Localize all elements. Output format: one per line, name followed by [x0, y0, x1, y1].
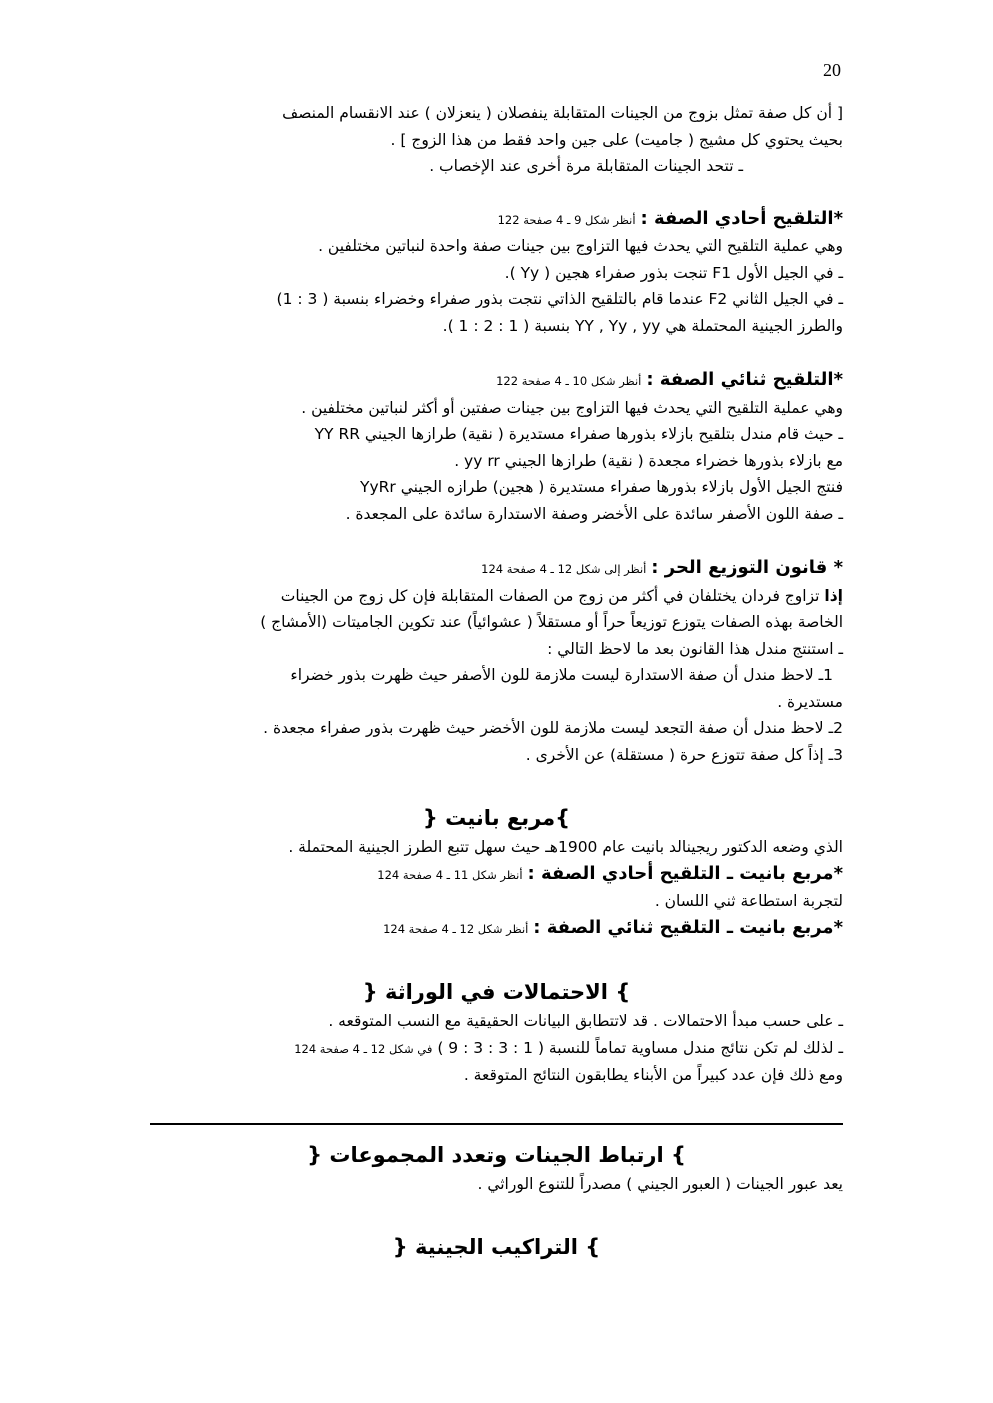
law-line-text: تزاوج فردان يختلفان في أكثر من زوج من الصفات المتقابلة فإن كل زوج من الجينات: [280, 586, 825, 605]
punnett-title: }مربع بانيت {: [422, 806, 571, 830]
mono-line: والطرز الجينية المحتملة هي YY , Yy , yy بنسبة ( 1 : 2 : 1 ).: [442, 316, 843, 335]
punnett-mono-heading: *مربع بانيت ـ التلقيح أحادي الصفة :: [527, 862, 843, 884]
law-line: ـ استنتج مندل هذا القانون بعد ما لاحظ التالي :: [547, 639, 843, 658]
mono-heading: *التلقيح أحادي الصفة :: [640, 207, 843, 229]
law-heading-line: [150, 555, 843, 583]
section-divider: [150, 1123, 843, 1125]
law-emphasis: إذا: [824, 586, 843, 605]
linkage-line: يعد عبور الجينات ( العبور الجيني ) مصدراً للتنوع الوراثي .: [477, 1174, 843, 1193]
punnett-mono-line: [150, 861, 843, 889]
law-ref: أنظر إلى شكل 12 ـ 4 صفحة 124: [481, 562, 647, 576]
punnett-line: الذي وضعه الدكتور ريجينالد بانيت عام 1900هـ حيث سهل تتبع الطرز الجينية المحتملة .: [288, 838, 843, 856]
probability-ref: في شكل 12 ـ 4 صفحة 124: [294, 1041, 433, 1056]
di-line: ـ صفة اللون الأصفر سائدة على الأخضر وصفة الاستدارة سائدة على المجعدة .: [345, 504, 843, 523]
law-heading: * قانون التوزيع الحر :: [651, 557, 843, 578]
punnett-di-ref: أنظر شكل 12 ـ 4 صفحة 124: [383, 921, 529, 936]
punnett-mono-ref: أنظر شكل 11 ـ 4 صفحة 124: [377, 867, 523, 882]
probability-line: ـ على حسب مبدأ الاحتمالات . قد لاتتطابق البيانات الحقيقية مع النسب المتوقعه .: [328, 1012, 843, 1030]
mono-line: ـ في الجيل الثاني F2 عندما قام بالتلقيح الذاتي نتجت بذور صفراء وخضراء بنسبة ( 3 : 1): [276, 290, 843, 308]
page-number: 20: [823, 60, 841, 80]
intro-line: بحيث يحتوي كل مشيج ( جاميت) على جين واحد فقط من هذا الزوج ] .: [390, 130, 843, 149]
punnett-di-line: [150, 915, 843, 943]
di-line: ـ حيث قام مندل بتلقيح بازلاء بذورها صفراء مستديرة ( نقية) طرازها الجيني YY RR: [314, 425, 843, 443]
law-point: 1ـ لاحظ مندل أن صفة الاستدارة ليست ملازمة للون الأصفر حيث ظهرت بذور خضراء: [290, 666, 833, 684]
probability-title: } الاحتمالات في الوراثة {: [362, 980, 631, 1004]
probability-line-text: ـ لذلك لم تكن نتائج مندل مساوية تماماً للنسبة ( 1 : 3 : 3 : 9 ): [432, 1038, 843, 1057]
genetic-structures-title: } التراكيب الجينية {: [392, 1235, 601, 1259]
di-heading: *التلقيح ثنائي الصفة :: [646, 369, 843, 390]
intro-line: [ أن كل صفة تمثل بزوج من الجينات المتقابلة ينفصلان ( ينعزلان ) عند الانقسام المنصف: [282, 104, 843, 122]
mono-ref: أنظر شكل 9 ـ 4 صفحة 122: [497, 212, 636, 227]
di-line: فنتج الجيل الأول بازلاء بذورها صفراء مستديرة ( هجين) طرازه الجيني YyRr: [359, 478, 843, 496]
di-heading-line: [150, 367, 843, 395]
law-point: مستديرة .: [777, 692, 843, 711]
document-body: [150, 100, 843, 1263]
law-line: [150, 583, 843, 610]
mono-heading-line: [150, 206, 843, 234]
law-point: 3ـ إذاً كل صفة تتوزع حرة ( مستقلة) عن الأخرى .: [525, 745, 843, 764]
punnett-line: لتجربة استطاعة ثني اللسان .: [654, 892, 843, 910]
di-ref: أنظر شكل 10 ـ 4 صفحة 122: [496, 374, 642, 388]
law-line: الخاصة بهذه الصفات يتوزع توزيعاً حراً أو مستقلاً ( عشوائياً) عند تكوين الجاميتات (الأمشاج ): [260, 613, 843, 631]
probability-line: ومع ذلك فإن عدد كبيراً من الأبناء يطابقون النتائج المتوقعة .: [463, 1066, 843, 1084]
linkage-title: } ارتباط الجينات وتعدد المجموعات {: [307, 1142, 686, 1167]
law-point: 2ـ لاحظ مندل أن صفة التجعد ليست ملازمة للون الأخضر حيث ظهرت بذور صفراء مجعدة .: [263, 719, 843, 737]
intro-line: ـ تتحد الجينات المتقابلة مرة أخرى عند الإخصاب .: [429, 157, 743, 175]
mono-line: ـ في الجيل الأول F1 تنجت بذور صفراء هجين ( Yy ).: [504, 263, 843, 282]
di-line: مع بازلاء بذورها خضراء مجعدة ( نقية) طرازها الجيني yy rr .: [454, 451, 843, 470]
probability-line: [150, 1035, 843, 1063]
mono-line: وهي عملية التلقيح التي يحدث فيها التزاوج بين جينات صفة واحدة لنباتين مختلفين .: [318, 237, 843, 255]
punnett-di-heading: *مربع بانيت ـ التلقيح ثنائي الصفة :: [533, 916, 843, 938]
di-line: وهي عملية التلقيح التي يحدث فيها التزاوج بين جينات صفتين أو أكثر لنباتين مختلفين .: [301, 398, 843, 417]
